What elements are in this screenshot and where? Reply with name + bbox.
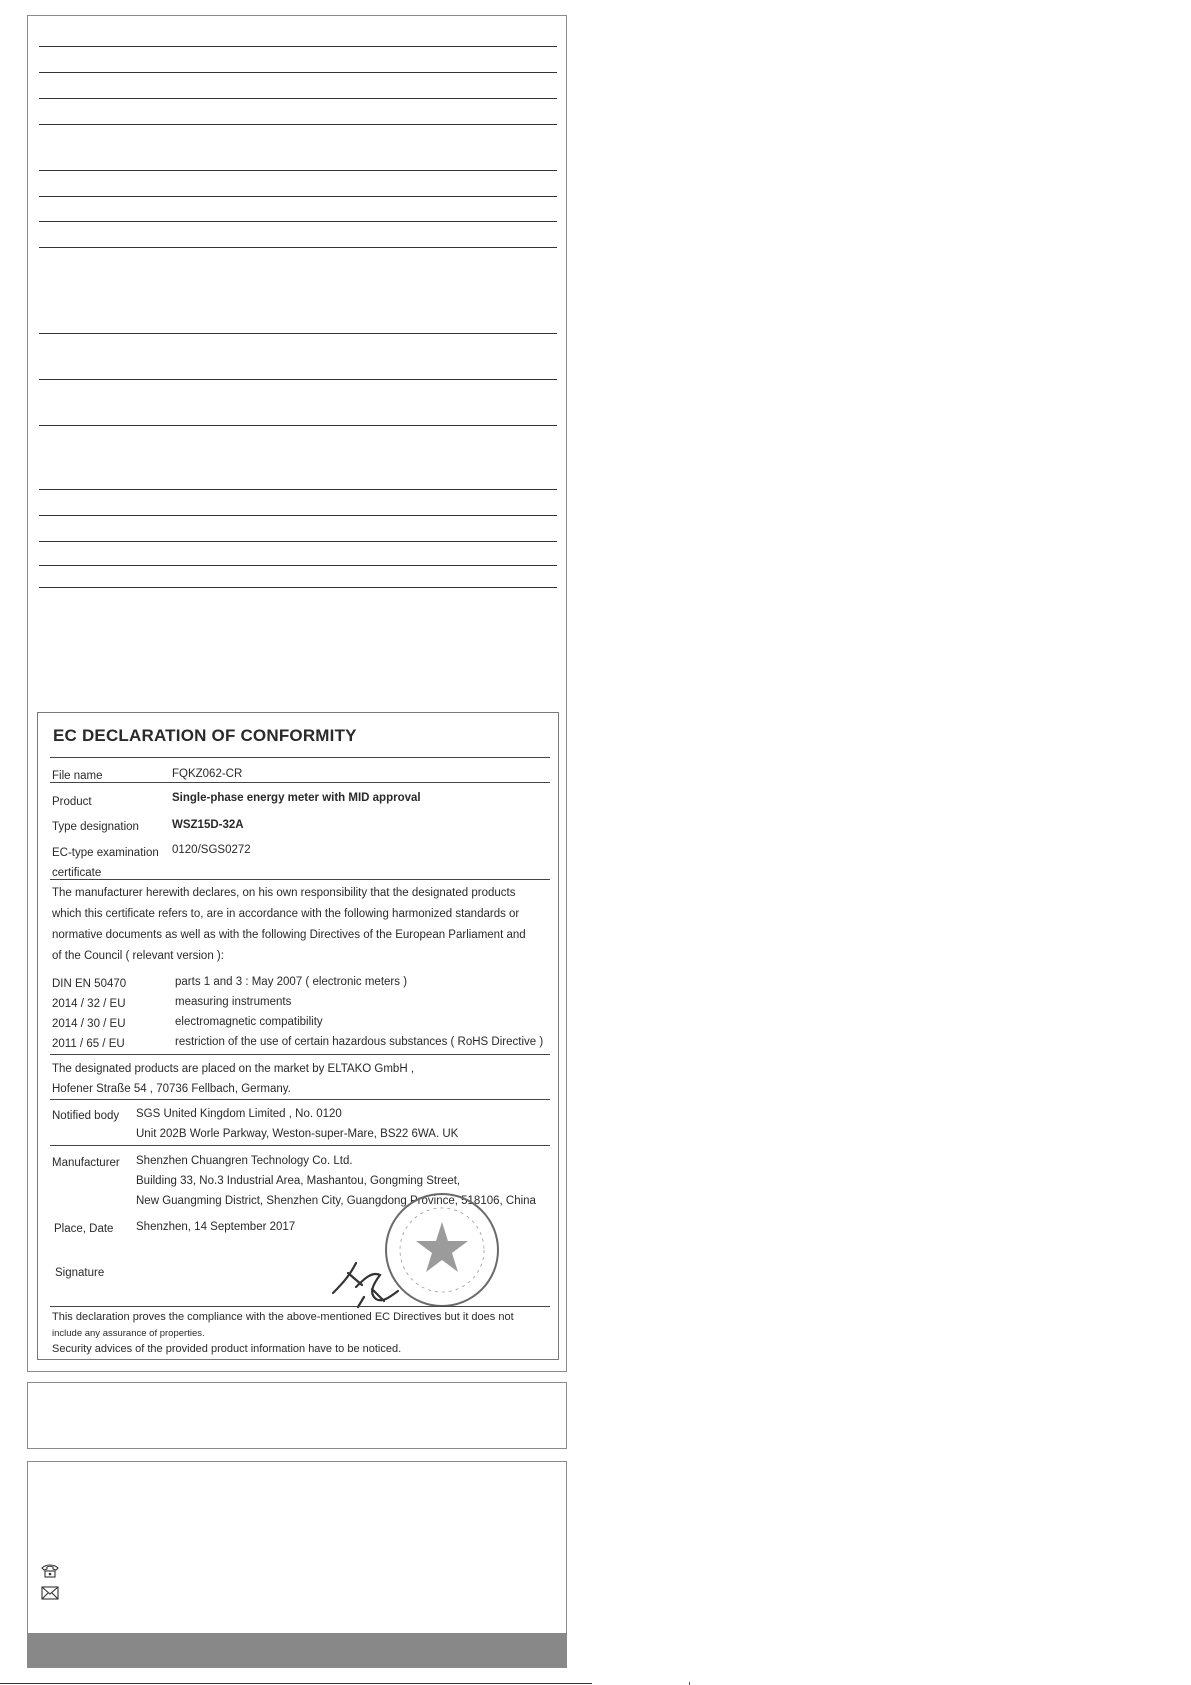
divider — [50, 757, 550, 758]
standard-desc: parts 1 and 3 : May 2007 ( electronic meters ) — [175, 976, 408, 988]
standard-desc: restriction of the use of certain hazardous substances ( RoHS Directive ) — [175, 1036, 544, 1048]
table-rule — [39, 124, 557, 125]
notified-body-label: Notified body — [52, 1110, 120, 1122]
file-name-label: File name — [52, 770, 103, 782]
table-rule — [39, 221, 557, 222]
table-rule — [39, 170, 557, 171]
declaration-title: EC DECLARATION OF CONFORMITY — [53, 726, 357, 745]
table-rule — [39, 541, 557, 542]
divider — [50, 1099, 550, 1100]
manufacturer-address: Building 33, No.3 Industrial Area, Mashantou, Gongming Street, — [136, 1175, 461, 1187]
divider — [50, 879, 550, 880]
place-date-label: Place, Date — [54, 1223, 114, 1235]
file-name-value: FQKZ062-CR — [172, 768, 243, 780]
manufacturer-label: Manufacturer — [52, 1157, 120, 1169]
product-label: Product — [52, 796, 92, 808]
statement-line: which this certificate refers to, are in accordance with the following harmonized standards or — [52, 908, 520, 920]
table-rule — [39, 565, 557, 566]
standard-desc: measuring instruments — [175, 996, 292, 1008]
standard-code: 2014 / 30 / EU — [52, 1018, 126, 1030]
divider — [50, 782, 550, 783]
table-rule — [39, 489, 557, 490]
ec-type-label: EC-type examination — [52, 847, 159, 859]
manufacturer-address-continued: New Guangming District, Shenzhen City, Guangdong Province, 518106, China — [136, 1195, 536, 1207]
conformity-statement — [52, 883, 552, 967]
market-address: Hofener Straße 54 , 70736 Fellbach, Germany. — [52, 1083, 291, 1095]
signature-label: Signature — [55, 1267, 105, 1279]
statement-line: normative documents as well as with the following Directives of the European Parliament and — [52, 929, 526, 941]
table-rule — [39, 333, 557, 334]
footer-note: This declaration proves the compliance with the above-mentioned EC Directives but it does not — [52, 1311, 514, 1323]
standard-code: 2014 / 32 / EU — [52, 998, 126, 1010]
table-rule — [39, 98, 557, 99]
table-rule — [39, 72, 557, 73]
divider — [50, 1306, 550, 1307]
security-advice: Security advices of the provided product information have to be noticed. — [52, 1343, 402, 1355]
table-rule — [39, 515, 557, 516]
ec-type-value: 0120/SGS0272 — [172, 844, 251, 856]
product-value: Single-phase energy meter with MID approval — [172, 792, 421, 804]
type-designation-value: WSZ15D-32A — [172, 819, 244, 831]
market-line: The designated products are placed on the market by ELTAKO GmbH , — [52, 1063, 415, 1075]
statement-line: The manufacturer herewith declares, on his own responsibility that the designated products — [52, 887, 516, 899]
ec-type-label-continued: certificate — [52, 867, 102, 879]
divider — [50, 1054, 550, 1055]
table-rule — [39, 587, 557, 588]
page-bottom-rule — [0, 1683, 592, 1684]
table-rule — [39, 425, 557, 426]
contact-footer-bar — [28, 1633, 566, 1667]
standard-code: 2011 / 65 / EU — [52, 1038, 125, 1050]
statement-line: of the Council ( relevant version ): — [52, 950, 224, 962]
envelope-icon — [41, 1586, 59, 1600]
place-date-value: Shenzhen, 14 September 2017 — [136, 1221, 296, 1233]
telephone-icon — [41, 1564, 59, 1578]
table-rule — [39, 379, 557, 380]
standard-desc: electromagnetic compatibility — [175, 1016, 323, 1028]
contact-panel — [27, 1461, 567, 1668]
empty-info-panel — [27, 1382, 567, 1449]
ec-declaration-document — [37, 712, 559, 1360]
standard-code: DIN EN 50470 — [52, 978, 127, 990]
table-rule — [39, 46, 557, 47]
handwritten-signature — [328, 1253, 403, 1311]
manufacturer-name: Shenzhen Chuangren Technology Co. Ltd. — [136, 1155, 353, 1167]
type-designation-label: Type designation — [52, 821, 139, 833]
notified-body-address: Unit 202B Worle Parkway, Weston-super-Mare, BS22 6WA. UK — [136, 1128, 459, 1140]
divider — [50, 1145, 550, 1146]
table-rule — [39, 196, 557, 197]
footer-note-continued: include any assurance of properties. — [52, 1328, 205, 1339]
notified-body-name: SGS United Kingdom Limited , No. 0120 — [136, 1108, 342, 1120]
table-rule — [39, 247, 557, 248]
